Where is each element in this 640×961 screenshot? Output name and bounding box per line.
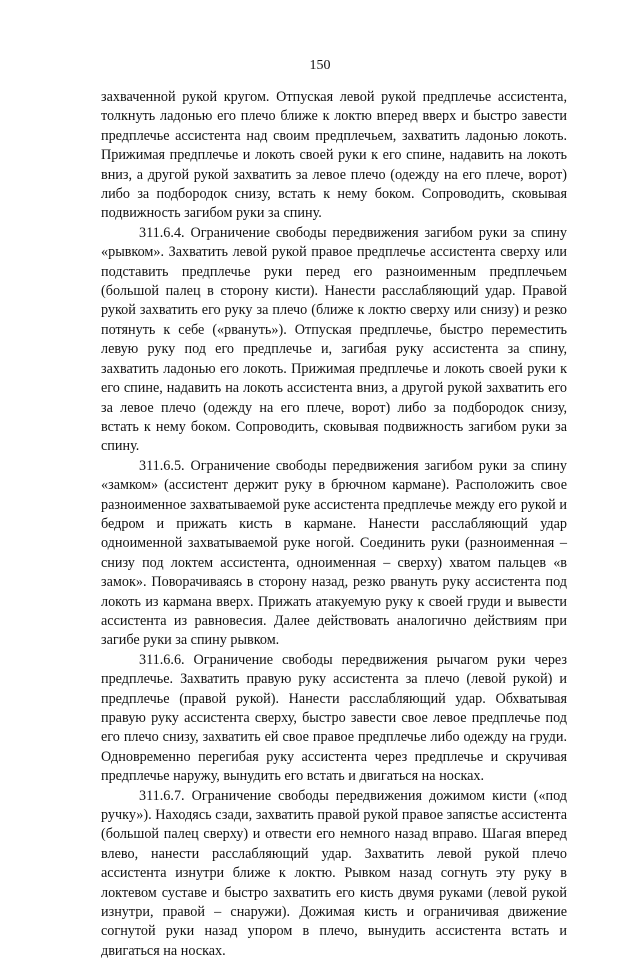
paragraph-311-6-4: 311.6.4. Ограничение свободы передвижения загибом руки за спину «рывком». Захватить левой рукой правое предплечье ассистента сверху или подставить предплечье руки перед его разноименным предплечьем (большой палец в сторону кисти). Нанести расслабляющий удар. Правой рукой захватить его руку за плечо (ближе к локтю сверху или снизу) и резко потянуть к себе («рвануть»). Отпуская предплечье, быстро переместить левую руку под его предплечье и, загибая руку ассистента за спину, захватить ладонью его локоть. Прижимая предплечье и локоть своей руки к его спине, надавить на локоть ассистента вниз, а другой рукой захватить его за левое плечо (одежду на его плече, ворот) либо за подбородок снизу, встать к нему боком. Сопроводить, сковывая подвижность загибом руки за спину.: [101, 224, 567, 455]
paragraph-311-6-5: 311.6.5. Ограничение свободы передвижения загибом руки за спину «замком» (ассистент держит руку в брючном кармане). Расположить свое разноименное захватываемой руке ассистента предплечье между его рукой и бедром и прижать кисть в кармане. Нанести расслабляющий удар одноименной захватываемой руке ногой. Соединить руки (разноименная – снизу под локтем ассистента, одноименная – сверху) хватом пальцев «в замок». Поворачиваясь в сторону назад, резко рвануть руку ассистента под локоть из кармана вверх. Прижать атакуемую руку к своей груди и вывести ассистента из равновесия. Далее действовать аналогично действиям при загибе руки за спину рывком.: [101, 457, 567, 649]
paragraph-311-6-6: 311.6.6. Ограничение свободы передвижения рычагом руки через предплечье. Захватить правую руку ассистента за плечо (левой рукой) и предплечье (правой рукой). Нанести расслабляющий удар. Обхватывая правую руку ассистента сверху, быстро завести свое левое предплечье под его плечо снизу, захватить ей свое правое предплечье либо одежду на груди. Одновременно перегибая руку ассистента через предплечье и скручивая предплечье наружу, вынудить его встать и двигаться на носках.: [101, 651, 567, 785]
paragraph-continuation: захваченной рукой кругом. Отпуская левой рукой предплечье ассистента, толкнуть ладонью его плечо ближе к локтю вперед вверх и быстро завести предплечье ассистента над своим предплечьем, захватить ладонью локоть. Прижимая предплечье и локоть своей руки к его спине, надавить на локоть вниз, а другой рукой захватить за левое плечо (одежду на его плече, ворот) либо за подбородок снизу, встать к нему боком. Сопроводить, сковывая подвижность загибом руки за спину.: [101, 89, 567, 222]
paragraph-311-6-7: 311.6.7. Ограничение свободы передвижения дожимом кисти («под ручку»). Находясь сзади, захватить правой рукой правое запястье ассистента (большой палец сверху) и отвести его немного назад вправо. Шагая вперед влево, нанести расслабляющий удар. Захватить левой рукой плечо ассистента изнутри ближе к локтю. Рывком назад согнуть эту руку в локтевом суставе и быстро захватить его кисть двумя руками (левой рукой изнутри, правой – снаружи). Дожимая кисть и ограничивая движение согнутой руки назад упором в плечо, вынудить ассистента встать и двигаться на носках.: [101, 787, 567, 959]
page-number: 150: [309, 58, 331, 73]
body-text: [101, 88, 567, 961]
